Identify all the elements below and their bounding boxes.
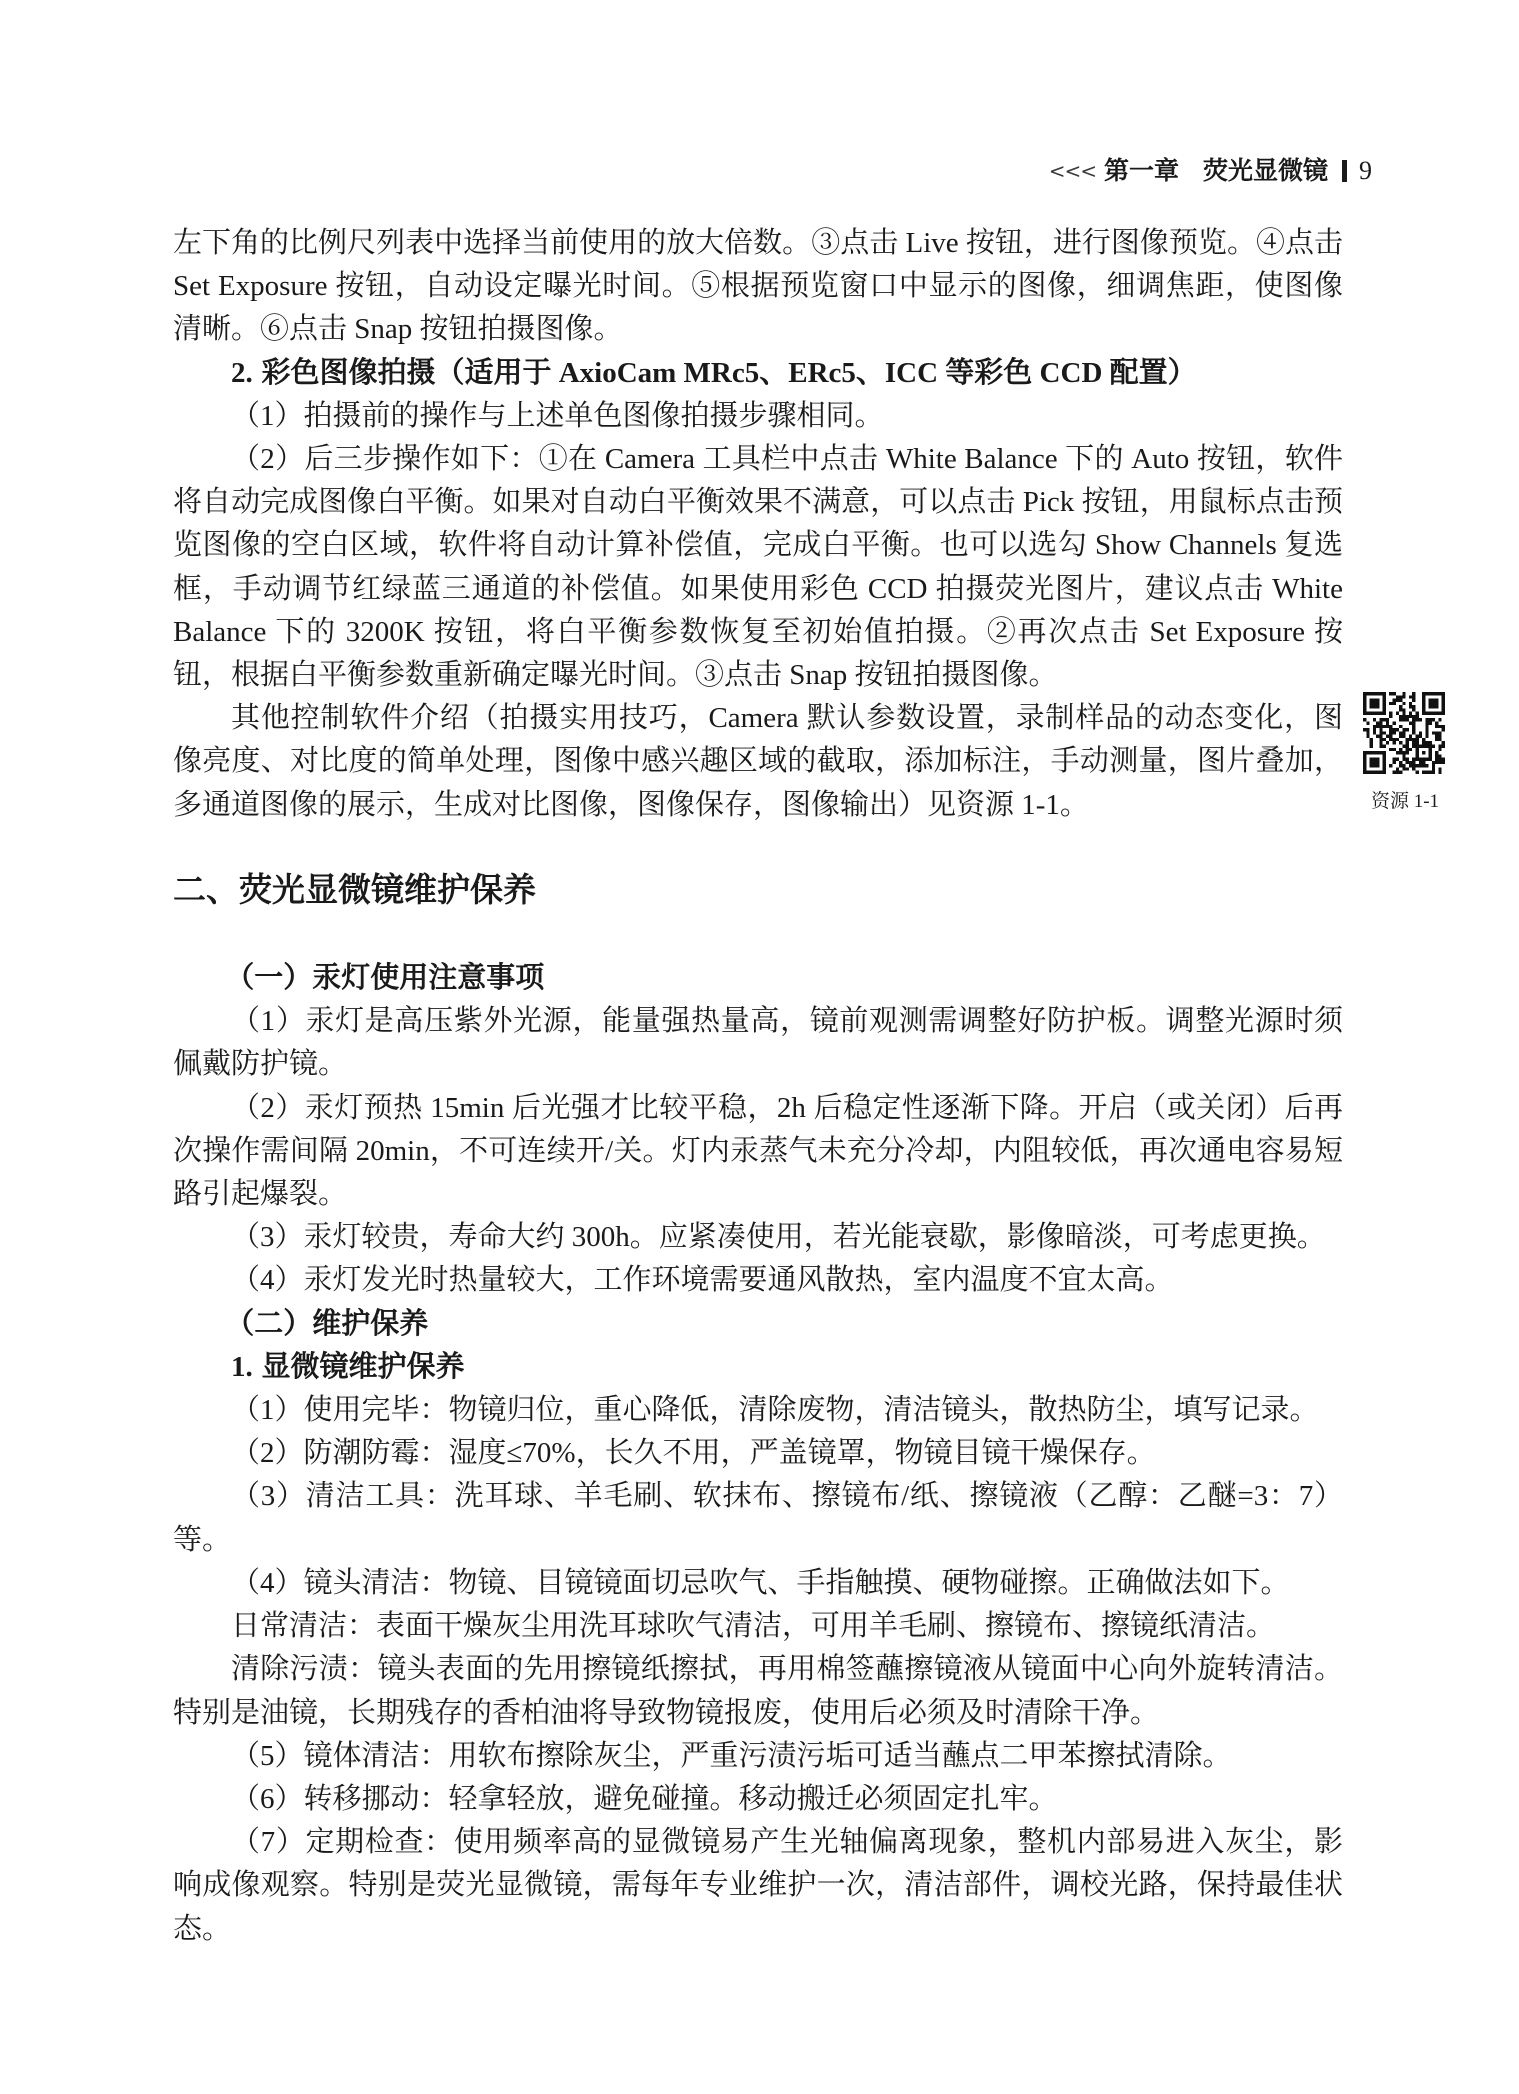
microscope-care-subheading — [173, 1346, 1343, 1389]
lamp-notes-heading: （一）汞灯使用注意事项 — [225, 962, 545, 995]
main-text-column — [173, 222, 1343, 1951]
subheading-title: 显微镜维护保养 — [261, 1350, 465, 1383]
color-capture-heading — [173, 352, 1343, 395]
care-item-3: （3）清洁工具：洗耳球、羊毛刷、软抹布、擦镜布/纸、擦镜液（乙醇：乙醚=3：7）等。 — [173, 1480, 1343, 1556]
care-item-7: （7）定期检查：使用频率高的显微镜易产生光轴偏离现象，整机内部易进入灰尘，影响成像观察。特别是荧光显微镜，需每年专业维护一次，清洁部件，调校光路，保持最佳状态。 — [173, 1826, 1343, 1945]
heading-number: 2. — [231, 356, 253, 389]
subheading-number: 1. — [231, 1350, 253, 1383]
other-software-paragraph: 其他控制软件介绍（拍摄实用技巧，Camera 默认参数设置，录制样品的动态变化，图像亮度、对比度的简单处理，图像中感兴趣区域的截取，添加标注，手动测量，图片叠加，多通道图像的展示，生成对比图像，图像保存，图像输出）见资源 1-1。 — [173, 702, 1343, 821]
running-head-marker: <<< — [1048, 159, 1096, 183]
qr-code-graphic — [1363, 692, 1445, 774]
care-heading: （二）维护保养 — [225, 1307, 429, 1340]
care-stain-removal: 清除污渍：镜头表面的先用擦镜纸擦拭，再用棉签蘸擦镜液从镜面中心向外旋转清洁。特别是油镜，长期残存的香柏油将导致物镜报废，使用后必须及时清除干净。 — [173, 1653, 1343, 1729]
color-step-1: （1）拍摄前的操作与上述单色图像拍摄步骤相同。 — [231, 399, 884, 432]
chapter-label: 第一章 — [1103, 157, 1179, 185]
qr-code-icon — [1363, 692, 1445, 774]
care-item-6: （6）转移挪动：轻拿轻放，避免碰撞。移动搬迁必须固定扎牢。 — [231, 1782, 1058, 1815]
care-item-1: （1）使用完毕：物镜归位，重心降低，清除废物，清洁镜头，散热防尘，填写记录。 — [231, 1394, 1319, 1427]
page-number: 9 — [1359, 156, 1372, 185]
lamp-note-1: （1）汞灯是高压紫外光源，能量强热量高，镜前观测需调整好防护板。调整光源时须佩戴防护镜。 — [173, 1005, 1343, 1081]
chapter-title: 荧光显微镜 — [1202, 157, 1328, 185]
resource-caption: 资源 1-1 — [1370, 791, 1440, 812]
care-item-2: （2）防潮防霉：湿度≤70%，长久不用，严盖镜罩，物镜目镜干燥保存。 — [231, 1437, 1156, 1470]
care-daily-cleaning: 日常清洁：表面干燥灰尘用洗耳球吹气清洁，可用羊毛刷、擦镜布、擦镜纸清洁。 — [231, 1610, 1276, 1643]
care-item-5: （5）镜体清洁：用软布擦除灰尘，严重污渍污垢可适当蘸点二甲苯擦拭清除。 — [231, 1739, 1232, 1772]
heading-title: 彩色图像拍摄（适用于 AxioCam MRc5、ERc5、ICC 等彩色 CCD 配置） — [261, 356, 1197, 389]
color-step-2: （2）后三步操作如下：①在 Camera 工具栏中点击 White Balance 下的 Auto 按钮，软件将自动完成图像白平衡。如果对自动白平衡效果不满意，可以点击 Pick 按钮，用鼠标点击预览图像的空白区域，软件将自动计算补偿值，完成白平衡。也可以选勾 Show Channels 复选框，手动调节红绿蓝三通道的补偿值。如果使用彩色 CCD 拍摄荧光图片，建议点击 White Balance 下的 3200K 按钮，将白平衡参数恢复至初始值拍摄。②再次点击 Set Exposure 按钮，根据白平衡参数重新确定曝光时间。③点击 Snap 按钮拍摄图像。 — [173, 443, 1343, 692]
care-item-4: （4）镜头清洁：物镜、目镜镜面切忌吹气、手指触摸、硬物碰擦。正确做法如下。 — [231, 1566, 1290, 1599]
running-head — [1049, 155, 1372, 187]
lamp-note-4: （4）汞灯发光时热量较大，工作环境需要通风散热，室内温度不宜太高。 — [231, 1264, 1174, 1297]
running-head-separator — [1342, 160, 1347, 182]
lamp-note-3: （3）汞灯较贵，寿命大约 300h。应紧凑使用，若光能衰歇，影像暗淡，可考虑更换。 — [231, 1221, 1326, 1254]
section-heading: 二、荧光显微镜维护保养 — [173, 870, 536, 908]
continued-paragraph: 左下角的比例尺列表中选择当前使用的放大倍数。③点击 Live 按钮，进行图像预览。④点击 Set Exposure 按钮，自动设定曝光时间。⑤根据预览窗口中显示的图像，细调焦距，使图像清晰。⑥点击 Snap 按钮拍摄图像。 — [173, 227, 1343, 346]
lamp-note-2: （2）汞灯预热 15min 后光强才比较平稳，2h 后稳定性逐渐下降。开启（或关闭）后再次操作需间隔 20min，不可连续开/关。灯内汞蒸气未充分冷却，内阻较低，再次通电容易短路引起爆裂。 — [173, 1091, 1343, 1211]
